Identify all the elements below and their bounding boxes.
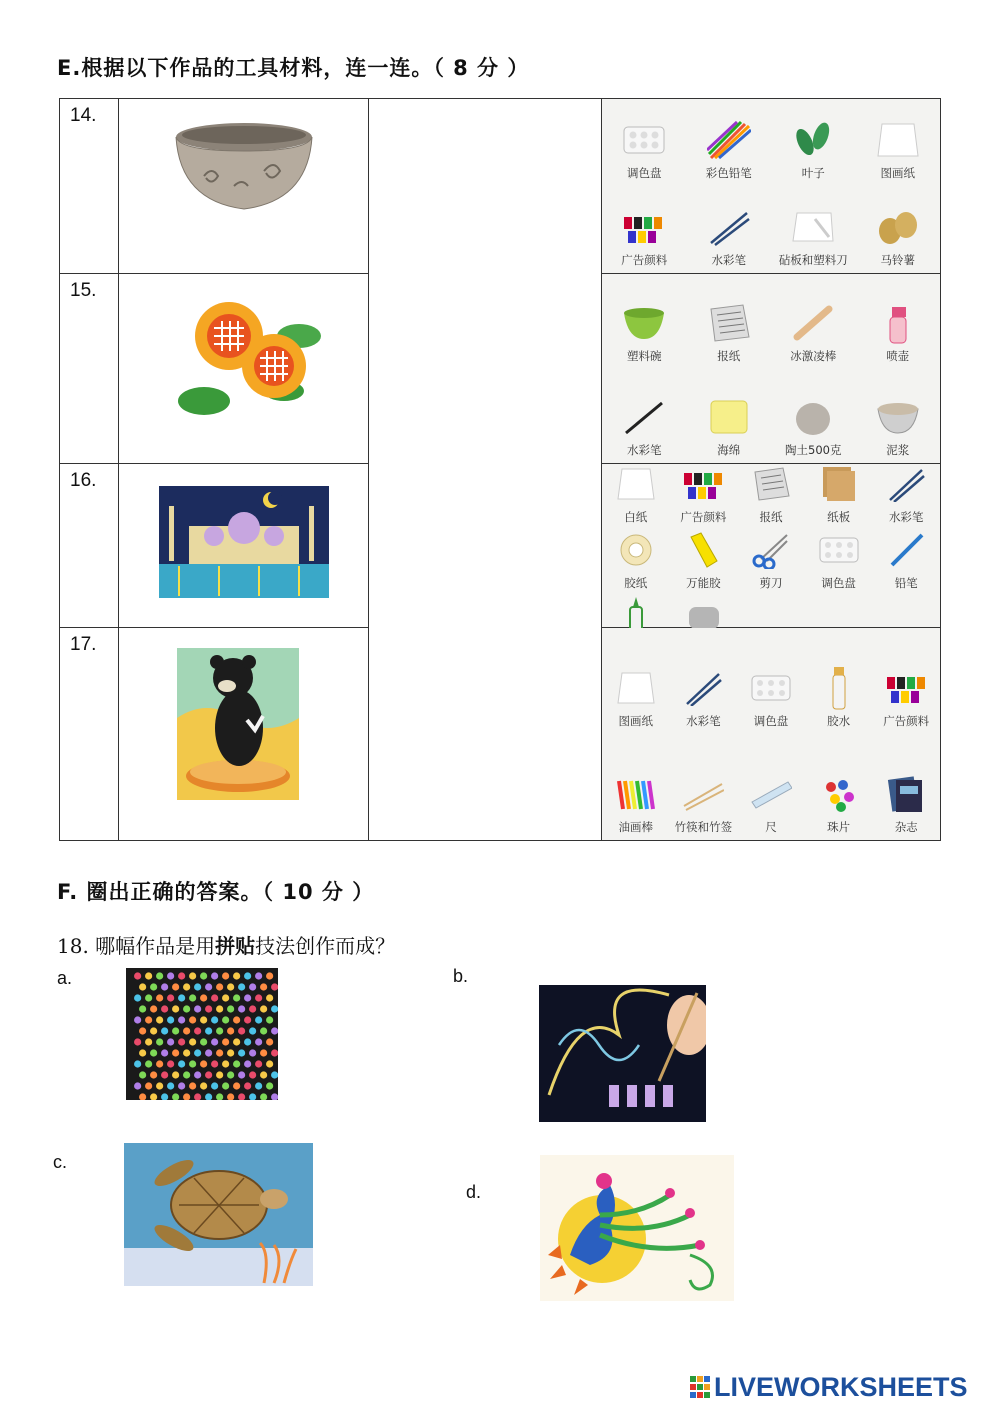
sunflower-collage-icon [174, 296, 324, 426]
tool-item [737, 734, 805, 840]
paint-dot [238, 983, 245, 990]
paint-dot [134, 1038, 141, 1045]
paint-dot [178, 972, 185, 979]
tool-item [805, 628, 873, 734]
tool-item [771, 274, 856, 369]
paint-dot [183, 983, 190, 990]
paint-dot [145, 1016, 152, 1023]
paint-dot [150, 1027, 157, 1034]
brushes-icon [707, 207, 751, 247]
paint-dot [222, 972, 229, 979]
option-b-label[interactable]: b. [453, 966, 469, 986]
brand-text: LIVEWORKSHEETS [714, 1372, 968, 1402]
paint-dot [161, 1071, 168, 1078]
tool-item [805, 530, 873, 596]
paint-dot [255, 1038, 262, 1045]
paint-dot [205, 1005, 212, 1012]
paint-dot [249, 1071, 256, 1078]
tools-box-15 [602, 274, 941, 464]
tool-label: 杂志 [894, 820, 918, 834]
tool-label: 调色盘 [821, 576, 856, 590]
paint-dot [211, 1038, 218, 1045]
tool-item [670, 628, 738, 734]
tools-box-14 [602, 99, 941, 274]
paint-dot [238, 1027, 245, 1034]
paint-dot [260, 983, 267, 990]
paint-dot [233, 1060, 240, 1067]
tool-label: 陶土500克 [785, 443, 842, 457]
paint-dot [222, 1060, 229, 1067]
matching-table [59, 98, 941, 841]
paint-dot [200, 1082, 207, 1089]
paper-icon [614, 668, 658, 708]
paint-dot [156, 1016, 163, 1023]
paint-dot [167, 1038, 174, 1045]
paint-dot [271, 1027, 278, 1034]
paint-dot [211, 1060, 218, 1067]
popsicle-stick-icon [791, 303, 835, 343]
tool-item [687, 99, 772, 186]
tool-label: 铅笔 [894, 576, 918, 590]
tool-label: 马铃薯 [880, 253, 915, 267]
paint-dot [161, 1005, 168, 1012]
paint-dot [150, 1049, 157, 1056]
paint-dot [266, 972, 273, 979]
paint-dot [200, 972, 207, 979]
spray-bottle-icon [876, 303, 920, 343]
option-a-label[interactable]: a. [57, 968, 73, 988]
tool-item [737, 464, 805, 530]
paint-dot [238, 1005, 245, 1012]
tool-item [602, 530, 670, 596]
paint-dot [255, 1016, 262, 1023]
paint-dot [211, 1082, 218, 1089]
liveworksheets-logo [690, 1372, 968, 1403]
tool-label: 海绵 [717, 443, 741, 457]
paint-dot [183, 1071, 190, 1078]
paint-dot [189, 994, 196, 1001]
paint-dot [145, 1060, 152, 1067]
paint-dot [260, 1071, 267, 1078]
paint-dot [189, 1082, 196, 1089]
pencil-icon [884, 530, 928, 570]
clay-lump-icon [791, 397, 835, 437]
tool-label: 油画棒 [618, 820, 654, 834]
tool-item [771, 186, 856, 273]
paint-dot [216, 1049, 223, 1056]
paint-dot [266, 1082, 273, 1089]
tool-item [602, 186, 687, 273]
tool-item [602, 274, 687, 369]
paint-dot [167, 1016, 174, 1023]
paint-dot [178, 994, 185, 1001]
paint-dot [150, 1005, 157, 1012]
tool-label: 彩色铅笔 [705, 166, 752, 180]
paint-dot [178, 1082, 185, 1089]
paint-dot [145, 1082, 152, 1089]
tool-item [856, 99, 941, 186]
paint-dot [238, 1049, 245, 1056]
paint-dot [227, 983, 234, 990]
brushes-icon [681, 668, 725, 708]
paper-icon [876, 120, 920, 160]
tool-item [602, 628, 670, 734]
tool-label: 图画纸 [880, 166, 915, 180]
question-18 [57, 930, 395, 959]
leaves-icon [791, 120, 835, 160]
tool-label: 调色盘 [753, 714, 789, 728]
sequins-icon [817, 774, 861, 814]
plastic-bowl-icon [622, 303, 666, 343]
paint-dot [156, 1082, 163, 1089]
paint-dot [189, 1016, 196, 1023]
paint-dot [216, 983, 223, 990]
tool-item [856, 274, 941, 369]
paint-dot [216, 1005, 223, 1012]
paint-dot [194, 1027, 201, 1034]
tool-item [602, 464, 670, 530]
tool-item [602, 99, 687, 186]
tool-item [670, 530, 738, 596]
brand-mark-icon [690, 1374, 710, 1396]
paint-dot [139, 983, 146, 990]
tool-label: 水彩笔 [888, 510, 924, 524]
paint-dot [172, 1049, 179, 1056]
paint-jars-icon [884, 668, 928, 708]
paint-dot [233, 1016, 240, 1023]
paint-dot [178, 1038, 185, 1045]
cardboard-icon [817, 464, 861, 504]
tool-label: 胶纸 [624, 576, 648, 590]
tools-box-17 [602, 628, 941, 841]
paint-dot [134, 1060, 141, 1067]
paint-dot [216, 1027, 223, 1034]
tool-label: 珠片 [827, 820, 851, 834]
brushes-icon [884, 464, 928, 504]
paint-dot [183, 1027, 190, 1034]
mosque-night-painting-icon [159, 486, 329, 598]
paint-dot [227, 1049, 234, 1056]
paint-dot [222, 1038, 229, 1045]
paint-dot [233, 994, 240, 1001]
paint-dot [178, 1016, 185, 1023]
magazines-icon [884, 774, 928, 814]
clay-bowl-icon [174, 121, 314, 213]
colored-pencils-icon [707, 120, 751, 160]
paint-dot [145, 972, 152, 979]
tool-label: 塑料碗 [627, 348, 662, 363]
option-d-label[interactable]: d. [466, 1182, 482, 1202]
paint-dot [145, 994, 152, 1001]
paint-dot [260, 1005, 267, 1012]
brush-icon [622, 397, 666, 437]
tool-label: 调色盘 [627, 166, 662, 180]
paint-dot [156, 1060, 163, 1067]
paint-dot [260, 1027, 267, 1034]
tool-label: 广告颜料 [621, 253, 668, 267]
paint-dot [150, 983, 157, 990]
paint-dot [211, 972, 218, 979]
paint-dot [167, 994, 174, 1001]
paint-dot [255, 972, 262, 979]
paint-dot [238, 1071, 245, 1078]
paint-dot [255, 1060, 262, 1067]
tool-item [872, 734, 940, 840]
paint-dot [233, 972, 240, 979]
paint-dot [194, 1071, 201, 1078]
dot-painting-icon[interactable] [126, 968, 278, 1100]
paint-dot [134, 1016, 141, 1023]
tool-item [670, 464, 738, 530]
paint-dot [266, 994, 273, 1001]
paint-dot [194, 1005, 201, 1012]
paint-dot [194, 1049, 201, 1056]
paint-dot [244, 1082, 251, 1089]
table-row [60, 99, 941, 274]
tool-item [872, 628, 940, 734]
paint-dot [139, 1005, 146, 1012]
paint-dot [134, 994, 141, 1001]
paint-dot [167, 1082, 174, 1089]
tool-item [771, 99, 856, 186]
paint-dot [227, 1071, 234, 1078]
tool-item [687, 274, 772, 369]
tool-label: 万能胶 [686, 576, 721, 590]
paint-dot [249, 1049, 256, 1056]
paint-dot [271, 983, 278, 990]
slip-bowl-icon [876, 397, 920, 437]
tool-item [771, 369, 856, 464]
paint-dot [150, 1071, 157, 1078]
glue-bottle-icon [817, 668, 861, 708]
paint-dot [216, 1071, 223, 1078]
turtle-mosaic-icon[interactable] [124, 1143, 313, 1286]
paint-dot [233, 1038, 240, 1045]
tool-label: 广告颜料 [680, 510, 727, 524]
newspaper-icon [707, 303, 751, 343]
section-e-heading: E.根据以下作品的工具材料，连一连。（ 8 分 ） [57, 56, 530, 80]
paint-dot [227, 1027, 234, 1034]
scissors-icon [749, 530, 793, 570]
section-f-heading: F. 圈出正确的答案。（ 10 分 ） [57, 880, 375, 904]
tool-item [737, 628, 805, 734]
paint-dot [211, 994, 218, 1001]
paint-dot [244, 994, 251, 1001]
tool-item [856, 369, 941, 464]
paint-dot [227, 1005, 234, 1012]
tool-label: 剪刀 [759, 576, 783, 590]
option-c-label[interactable]: c. [53, 1152, 68, 1172]
tool-label: 白纸 [624, 510, 648, 524]
tool-item [602, 734, 670, 840]
tool-label: 泥浆 [886, 443, 910, 457]
tool-label: 叶子 [801, 166, 825, 180]
tool-label: 广告颜料 [883, 714, 930, 728]
ruler-icon [749, 774, 793, 814]
paint-dot [244, 1060, 251, 1067]
paint-dot [200, 994, 207, 1001]
glue-tube-icon [681, 530, 725, 570]
paint-dot [260, 1049, 267, 1056]
tool-item [805, 734, 873, 840]
paint-dot [266, 1016, 273, 1023]
paint-dot [211, 1016, 218, 1023]
tool-item [737, 530, 805, 596]
tools-box-16 [602, 464, 941, 628]
tool-label: 水彩笔 [711, 253, 746, 267]
tool-label: 纸板 [827, 510, 851, 524]
paint-dot [205, 1049, 212, 1056]
paint-dot [200, 1038, 207, 1045]
paper-icon [614, 464, 658, 504]
paint-jars-icon [681, 464, 725, 504]
tool-label: 砧板和塑料刀 [778, 253, 848, 267]
answer-area[interactable] [369, 99, 602, 841]
paint-dot [134, 972, 141, 979]
paint-dot [189, 1060, 196, 1067]
paint-dot [271, 1005, 278, 1012]
tool-item [872, 530, 940, 596]
paint-dot [266, 1060, 273, 1067]
tool-item [856, 186, 941, 273]
paint-dot [156, 1038, 163, 1045]
paint-dot [222, 1082, 229, 1089]
paint-dot [161, 983, 168, 990]
tool-label: 水彩笔 [686, 714, 721, 728]
board-knife-icon [791, 207, 835, 247]
tool-label: 胶水 [827, 714, 851, 728]
paint-dot [178, 1060, 185, 1067]
tool-item [670, 734, 738, 840]
paint-dot [156, 972, 163, 979]
paint-dot [139, 1049, 146, 1056]
tool-item [872, 464, 940, 530]
question-18-suffix: 技法创作而成？ [255, 934, 396, 958]
palette-icon [749, 668, 793, 708]
paint-dot [249, 1005, 256, 1012]
paint-dot [172, 1005, 179, 1012]
paint-dot [172, 1027, 179, 1034]
tool-label: 竹筷和竹签 [674, 820, 733, 834]
paint-dot [271, 1071, 278, 1078]
paint-dot [200, 1016, 207, 1023]
sponge-icon [707, 397, 751, 437]
question-18-keyword: 拼贴 [215, 934, 256, 958]
palette-icon [817, 530, 861, 570]
paint-dot [156, 994, 163, 1001]
paint-dot [183, 1005, 190, 1012]
scratch-art-icon[interactable] [539, 985, 706, 1122]
paint-dot [139, 1071, 146, 1078]
paint-dot [271, 1049, 278, 1056]
palette-icon [622, 120, 666, 160]
paint-dot [172, 1071, 179, 1078]
tool-label: 水彩笔 [627, 443, 662, 457]
tape-icon [614, 530, 658, 570]
paint-dot [249, 983, 256, 990]
paint-dot [183, 1049, 190, 1056]
paint-dot [244, 972, 251, 979]
paint-dot [167, 972, 174, 979]
question-number: 16. [70, 470, 97, 491]
tool-label: 尺 [765, 820, 777, 834]
paint-dot [244, 1038, 251, 1045]
bear-sculpture-icon [177, 648, 299, 800]
newspaper-icon [749, 464, 793, 504]
paint-dot [134, 1082, 141, 1089]
paint-dot [189, 1038, 196, 1045]
tool-label: 报纸 [759, 510, 783, 524]
tool-label: 报纸 [717, 348, 741, 363]
paint-dot [200, 1060, 207, 1067]
tool-label: 喷壶 [886, 348, 910, 363]
tool-label: 冰激凌棒 [790, 348, 837, 363]
paint-dot [145, 1038, 152, 1045]
paint-dot [233, 1082, 240, 1089]
question-number: 15. [70, 280, 97, 301]
paint-dot [161, 1027, 168, 1034]
paint-dot [255, 1082, 262, 1089]
paint-dot [167, 1060, 174, 1067]
paint-dot [222, 994, 229, 1001]
paint-dot [222, 1016, 229, 1023]
question-number: 17. [70, 634, 97, 655]
paint-dot [161, 1049, 168, 1056]
tool-item [805, 464, 873, 530]
oil-pastels-icon [614, 774, 658, 814]
paint-dot [205, 1027, 212, 1034]
question-18-prefix: 18. 哪幅作品是用 [57, 934, 216, 958]
paint-dot [249, 1027, 256, 1034]
paint-dot [205, 983, 212, 990]
tool-label: 图画纸 [618, 714, 654, 728]
peacock-quilling-icon[interactable] [540, 1155, 734, 1301]
tool-item [687, 369, 772, 464]
tool-item [602, 369, 687, 464]
chopsticks-icon [681, 774, 725, 814]
tool-item [687, 186, 772, 273]
paint-dot [244, 1016, 251, 1023]
paint-dot [172, 983, 179, 990]
paint-dot [189, 972, 196, 979]
paint-jars-icon [622, 207, 666, 247]
paint-dot [139, 1027, 146, 1034]
paint-dot [205, 1071, 212, 1078]
paint-dot [255, 994, 262, 1001]
paint-dot [194, 983, 201, 990]
question-number: 14. [70, 105, 97, 126]
potato-icon [876, 207, 920, 247]
paint-dot [266, 1038, 273, 1045]
